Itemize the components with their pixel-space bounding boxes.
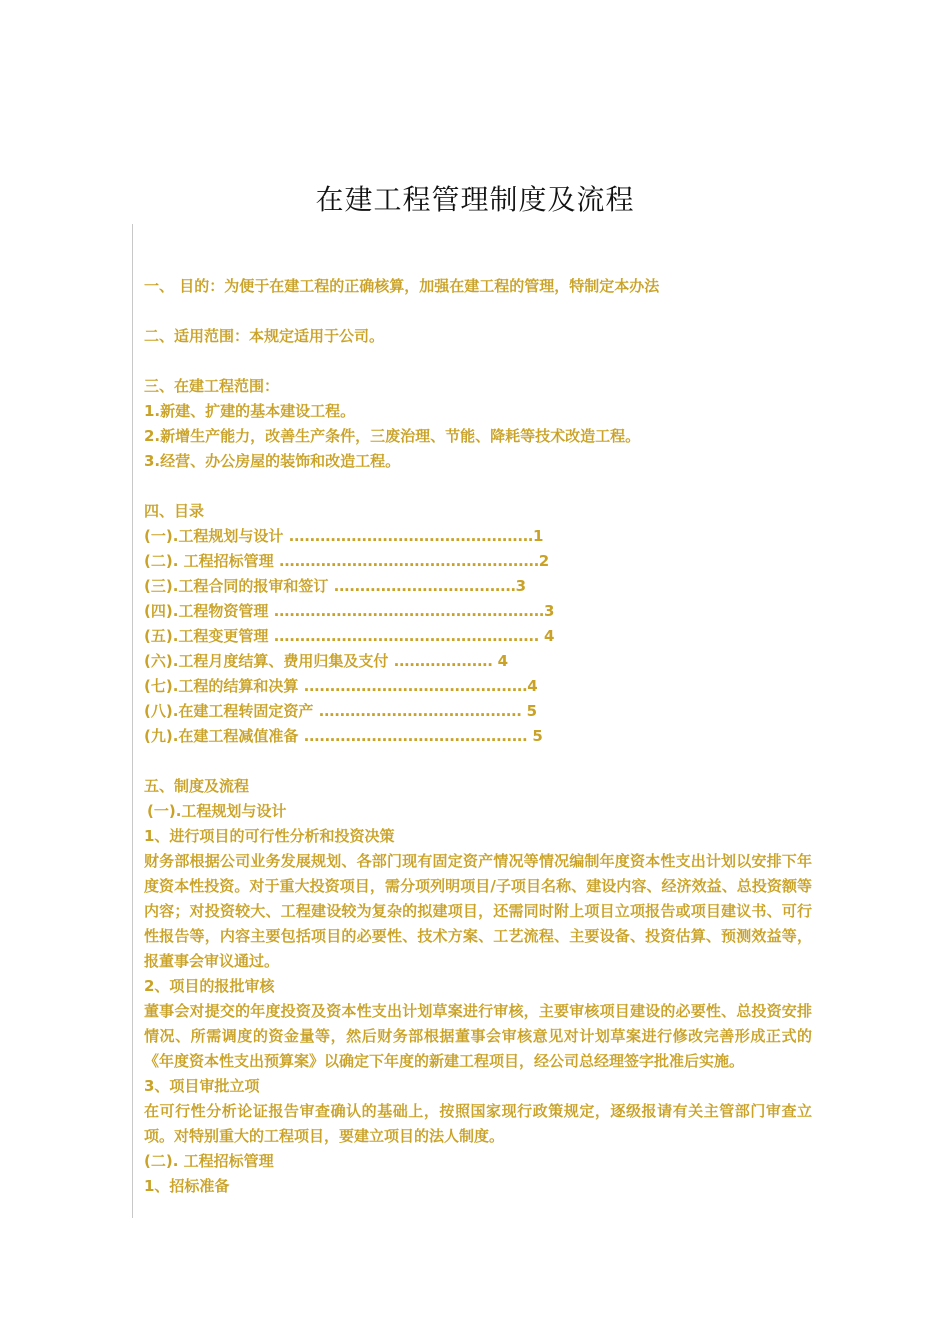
toc-label: (三).工程合同的报审和签订 xyxy=(144,577,329,595)
item-heading: 2、项目的报批审核 xyxy=(144,977,275,995)
toc-entry[interactable] xyxy=(144,724,812,749)
toc-leader-dots: .................................................... xyxy=(273,602,544,620)
item-paragraph: 在可行性分析论证报告审查确认的基础上，按照国家现行政策规定，逐级报请有关主管部门审查立项。对特别重大的工程项目，要建立项目的法人制度。 xyxy=(144,1102,812,1145)
item-heading: 3、项目审批立项 xyxy=(144,1077,260,1095)
subsection-heading: (二). 工程招标管理 xyxy=(144,1152,274,1170)
range-item: 2.新增生产能力，改善生产条件，三废治理、节能、降耗等技术改造工程。 xyxy=(144,427,641,445)
toc-label: (四).工程物资管理 xyxy=(144,602,269,620)
toc-leader-dots: ........................................... xyxy=(303,727,528,745)
toc-entry[interactable] xyxy=(144,674,812,699)
toc-entry[interactable] xyxy=(144,599,812,624)
toc-page-number: 5 xyxy=(521,702,538,720)
margin-line xyxy=(132,224,133,1218)
toc-leader-dots: .................................................. xyxy=(278,552,539,570)
range-heading: 三、在建工程范围： xyxy=(144,377,280,395)
blank-line xyxy=(144,349,812,374)
toc-label: (一).工程规划与设计 xyxy=(144,527,284,545)
blank-line xyxy=(144,749,812,774)
item-heading: 1、招标准备 xyxy=(144,1177,230,1195)
blank-line xyxy=(144,299,812,324)
toc-label: (六).工程月度结算、费用归集及支付 xyxy=(144,652,389,670)
toc-page-number: 2 xyxy=(538,552,550,570)
toc-entry[interactable] xyxy=(144,699,812,724)
subsection-heading: (一).工程规划与设计 xyxy=(147,802,287,820)
item-paragraph: 董事会对提交的年度投资及资本性支出计划草案进行审核，主要审核项目建设的必要性、总投资安排情况、所需调度的资金量等，然后财务部根据董事会审核意见对计划草案进行修改完善形成正式的《年度资本性支出预算案》以确定下年度的新建工程项目，经公司总经理签字批准后实施。 xyxy=(144,1002,812,1070)
toc-entry[interactable] xyxy=(144,649,812,674)
toc-leader-dots: ................... xyxy=(393,652,493,670)
toc-leader-dots: ........................................... xyxy=(303,677,528,695)
range-item: 3.经营、办公房屋的装饰和改造工程。 xyxy=(144,452,401,470)
purpose-text: 一、 目的：为便于在建工程的正确核算，加强在建工程的管理，特制定本办法 xyxy=(144,277,660,295)
toc-page-number: 1 xyxy=(532,527,544,545)
toc-entry[interactable] xyxy=(144,624,812,649)
toc-leader-dots: ....................................... xyxy=(318,702,522,720)
document-title: 在建工程管理制度及流程 xyxy=(315,183,635,216)
document-body xyxy=(144,274,812,1199)
toc-entry[interactable] xyxy=(144,549,812,574)
toc-leader-dots: ................................... xyxy=(333,577,516,595)
toc-page-number: 3 xyxy=(515,577,527,595)
toc-label: (八).在建工程转固定资产 xyxy=(144,702,314,720)
toc-page-number: 3 xyxy=(543,602,555,620)
toc-leader-dots: ............................................... xyxy=(288,527,533,545)
toc-label: (九).在建工程减值准备 xyxy=(144,727,299,745)
toc-label: (五).工程变更管理 xyxy=(144,627,269,645)
process-heading: 五、制度及流程 xyxy=(144,777,250,795)
toc-label: (七).工程的结算和决算 xyxy=(144,677,299,695)
toc-entry[interactable] xyxy=(144,574,812,599)
scope-text: 二、适用范围：本规定适用于公司。 xyxy=(144,327,385,345)
toc-page-number: 5 xyxy=(527,727,543,745)
toc-page-number: 4 xyxy=(538,627,555,645)
item-heading: 1、进行项目的可行性分析和投资决策 xyxy=(144,827,395,845)
toc-entry[interactable] xyxy=(144,524,812,549)
item-paragraph: 财务部根据公司业务发展规划、各部门现有固定资产情况等情况编制年度资本性支出计划以安排下年度资本性投资。对于重大投资项目，需分项列明项目/子项目名称、建设内容、经济效益、总投资额等内容；对投资较大、工程建设较为复杂的拟建项目，还需同时附上项目立项报告或项目建议书、可行性报告等，内容主要包括项目的必要性、技术方案、工艺流程、主要设备、投资估算、预测效益等，报董事会审议通过。 xyxy=(144,852,812,970)
range-item: 1.新建、扩建的基本建设工程。 xyxy=(144,402,356,420)
blank-line xyxy=(144,474,812,499)
toc-heading: 四、目录 xyxy=(144,502,205,520)
toc-label: (二). 工程招标管理 xyxy=(144,552,274,570)
toc-page-number: 4 xyxy=(527,677,538,695)
toc-page-number: 4 xyxy=(492,652,509,670)
toc-leader-dots: ................................................... xyxy=(273,627,539,645)
